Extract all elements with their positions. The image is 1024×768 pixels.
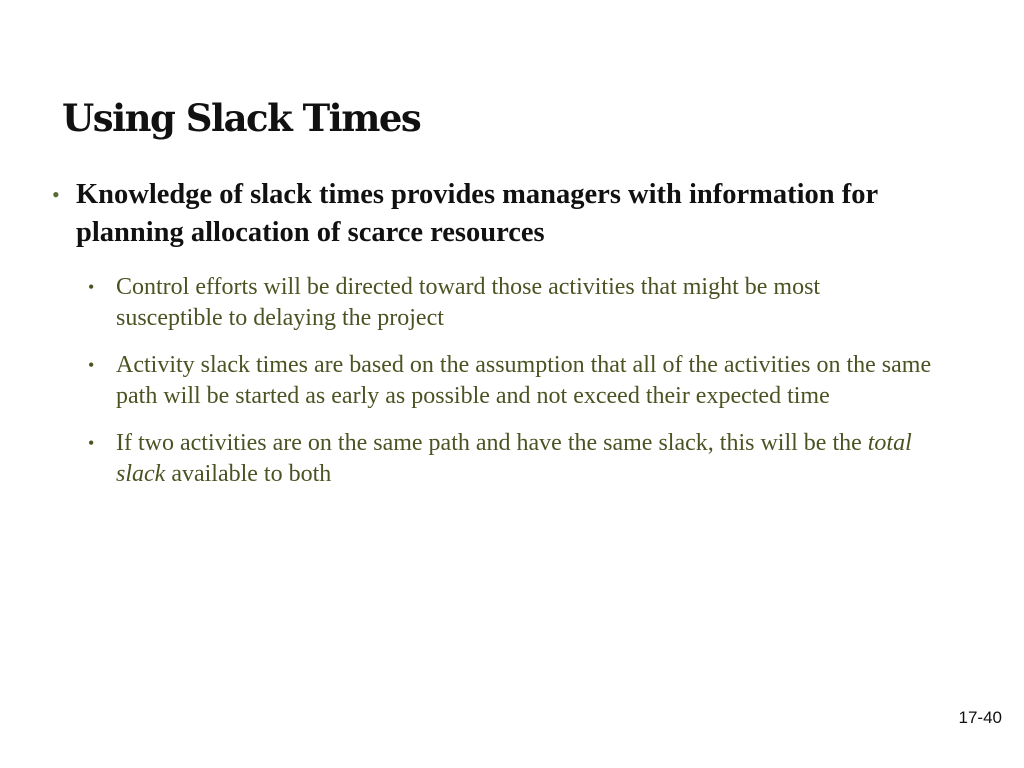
sub-bullet-text-part: If two activities are on the same path and have the same slack, this will be the bbox=[116, 430, 868, 456]
bullet-icon: • bbox=[88, 355, 95, 375]
main-bullet-item bbox=[52, 176, 932, 252]
sub-bullet-item bbox=[88, 272, 932, 334]
sub-bullet-text-part: available to both bbox=[165, 461, 332, 487]
sub-bullet-item bbox=[88, 350, 932, 412]
page-number: 17-40 bbox=[958, 708, 1002, 727]
sub-bullet-text: Activity slack times are based on the assumption that all of the activities on the same path will be started as early as possible and not exceed their expected time bbox=[116, 352, 932, 409]
bullet-icon: • bbox=[88, 433, 95, 453]
sub-bullet-text: Control efforts will be directed toward those activities that might be most susceptible to delaying the project bbox=[116, 274, 821, 331]
emphasized-term: total slack bbox=[116, 430, 912, 487]
sub-bullet-list bbox=[52, 272, 932, 490]
main-bullet-text: Knowledge of slack times provides managers with information for planning allocation of scarce resources bbox=[76, 179, 878, 248]
sub-bullet-item bbox=[88, 428, 932, 490]
slide-title: Using Slack Times bbox=[62, 96, 421, 140]
bullet-icon: • bbox=[88, 277, 95, 297]
sub-bullet-text bbox=[116, 428, 932, 490]
slide-body bbox=[52, 176, 932, 506]
bullet-icon: • bbox=[52, 182, 60, 207]
